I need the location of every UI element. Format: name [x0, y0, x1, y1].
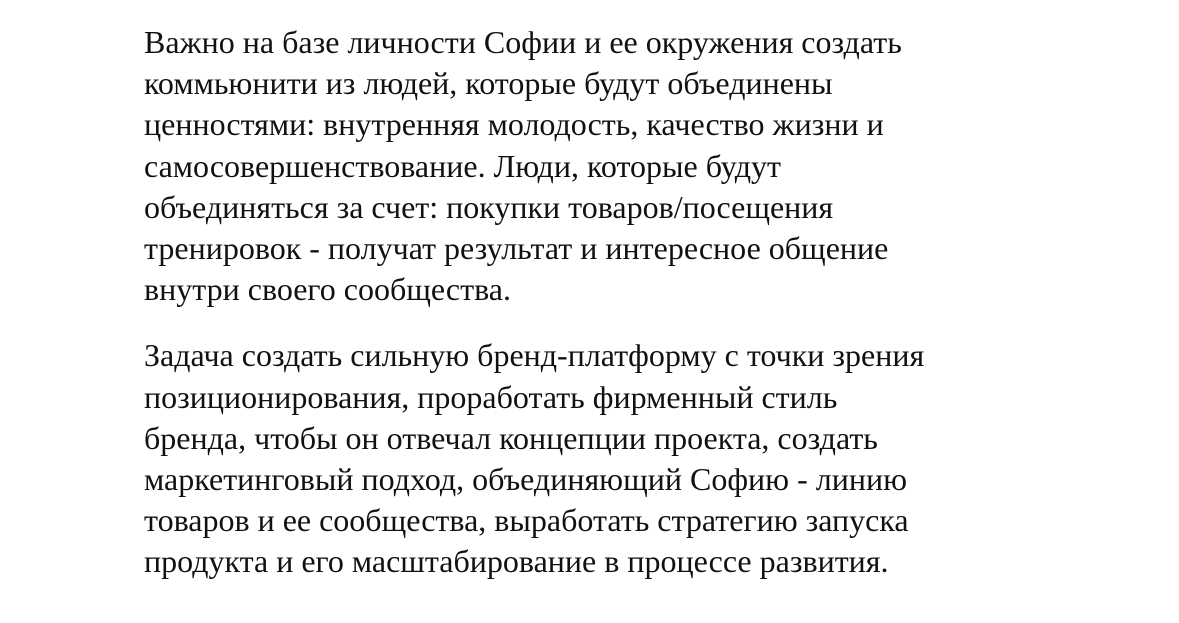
text-line: Задача создать сильную бренд-платформу с точки зрения [144, 337, 925, 374]
text-line: продукта и его масштабирование в процессе развития. [144, 543, 889, 580]
text-line: ценностями: внутренняя молодость, качество жизни и [144, 106, 884, 143]
document-body [144, 22, 1154, 583]
paragraph-community [144, 22, 1154, 310]
text-line: позиционирования, проработать фирменный стиль [144, 378, 838, 415]
text-line: товаров и ее сообщества, выработать стратегию запуска [144, 502, 909, 539]
text-line: коммьюнити из людей, которые будут объединены [144, 65, 833, 102]
text-line: самосовершенствование. Люди, которые будут [144, 147, 782, 184]
paragraph-task [144, 335, 1154, 582]
text-line: маркетинговый подход, объединяющий Софию - линию [144, 461, 907, 498]
text-line: внутри своего сообщества. [144, 271, 511, 308]
text-line: объединяться за счет: покупки товаров/посещения [144, 188, 834, 225]
text-line: бренда, чтобы он отвечал концепции проекта, создать [144, 419, 878, 456]
text-line: Важно на базе личности Софии и ее окружения создать [144, 24, 902, 60]
text-line: тренировок - получат результат и интересное общение [144, 230, 889, 267]
